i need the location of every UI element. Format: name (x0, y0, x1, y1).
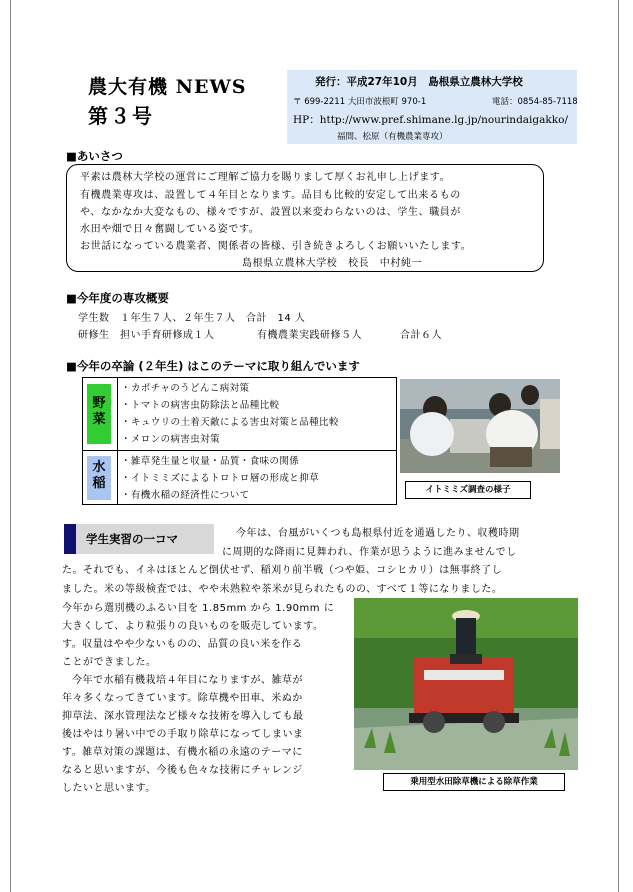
page-edge-line (618, 0, 619, 892)
practice-line: 大きくして、より粒張りの良いものを販売しています。 (62, 621, 324, 632)
thesis-rice-item: ・イトミミズによるトロトロ層の形成と抑草 (121, 473, 320, 484)
trainee-count-b: 有機農業実践研修５人 (257, 330, 362, 341)
practice-line: なると思いますが、今後も色々な技術にチャレンジ (62, 765, 303, 776)
veg-category-label: 野菜 (87, 384, 111, 444)
greeting-line: 有機農業専攻は、設置して４年目となります。品目も比較的安定して出来るもの (80, 190, 461, 201)
practice-line: 今年から選別機のふるい目を 1.85mm から 1.90mm に (62, 603, 335, 614)
publisher-box (287, 70, 577, 144)
thesis-rice-item: ・有機水稲の経済性について (121, 490, 250, 501)
practice-line: 抑草法、深水管理法など様々な技術を導入しても最 (62, 711, 304, 722)
practice-line: 今年で水稲有機栽培４年目になりますが、雑草が (72, 675, 303, 686)
practice-line: したいと思います。 (62, 783, 156, 794)
thesis-table (82, 377, 397, 505)
practice-heading: 学生実習の一コマ (86, 532, 178, 546)
worm-survey-photo (400, 379, 560, 473)
address: 〒 699-2211 大田市波根町 970-1 (293, 97, 427, 107)
issue-number: 第３号 (88, 104, 154, 128)
thesis-divider (117, 378, 118, 504)
thesis-rice-item: ・雑草発生量と収量・品質・食味の関係 (121, 456, 300, 467)
worm-survey-caption: イトミミズ調査の様子 (405, 481, 531, 499)
thesis-veg-item: ・カボチャのうどんこ病対策 (121, 383, 250, 394)
weeding-machine-caption: 乗用型水田除草機による除草作業 (383, 773, 565, 791)
weeding-machine-photo (354, 598, 578, 770)
thesis-veg-item: ・メロンの病害虫対策 (121, 434, 221, 445)
greeting-box (66, 164, 544, 272)
practice-line: ました。米の等級検査では、やや未熟粒や茶米が見られたものの、すべて１等になりました。 (62, 584, 503, 595)
thesis-veg-item: ・キュウリの土着天敵による害虫対策と品種比較 (121, 417, 339, 428)
overview-heading: ■今年度の専攻概要 (66, 291, 169, 305)
newsletter-title: 農大有機 NEWS (88, 76, 247, 98)
practice-line: 年々多くなってきています。除草機や田車、米ぬか (62, 693, 303, 704)
rice-category-label: 水稲 (87, 456, 111, 500)
greeting-line: 水田や畑で日々奮闘している姿です。 (80, 224, 260, 235)
practice-line: た。それでも、イネはほとんど倒伏せず、稲刈り前半戦（つや姫、コシヒカリ）は無事終了し (62, 565, 503, 576)
thesis-veg-item: ・トマトの病害虫防除法と品種比較 (121, 400, 280, 411)
practice-line: 後はやはり暑い中での手取り除草になってしまいま (62, 729, 304, 740)
practice-line: に周期的な降雨に見舞われ、作業が思うように進みませんでし (222, 547, 517, 558)
phone: 電話：0854-85-7118 (492, 97, 578, 107)
authors: 福間、松原（有機農業専攻） (337, 132, 448, 142)
homepage-link[interactable]: HP：http://www.pref.shimane.lg.jp/nourindaigakko/ (293, 114, 568, 126)
trainee-count-total: 合計６人 (400, 330, 442, 341)
practice-line: す。雑草対策の課題は、有機水稲の永遠のテーマに (62, 747, 303, 758)
greeting-line: や、なかなか大変なもの、様々ですが、設置以来変わらないのは、学生、職員が (80, 207, 461, 218)
practice-line: す。収量はやや少ないものの、品質の良い米を作る (62, 639, 303, 650)
student-count: 学生数 １年生７人、２年生７人 合計 14 人 (78, 313, 306, 324)
page-edge-line (10, 0, 11, 892)
greeting-heading: ■あいさつ (66, 149, 123, 163)
greeting-line: 平素は農林大学校の運営にご理解ご協力を賜りまして厚くお礼申し上げます。 (80, 172, 451, 183)
practice-line: 今年は、台風がいくつも島根県付近を通過したり、収穫時期 (236, 528, 520, 539)
greeting-line: お世話になっている農業者、関係者の皆様、引き続きよろしくお願いいたします。 (80, 241, 472, 252)
practice-line: ことができました。 (62, 657, 157, 668)
greeting-signature: 島根県立農林大学校 校長 中村純一 (242, 258, 423, 269)
publisher-line: 発行：平成27年10月 島根県立農林大学校 (315, 76, 523, 88)
trainee-count-a: 研修生 担い手育研修成１人 (78, 330, 215, 341)
practice-heading-bar (64, 524, 76, 554)
thesis-heading: ■今年の卒論 (２年生) はこのテーマに取り組んでいます (66, 359, 360, 373)
practice-heading-box (64, 524, 214, 554)
